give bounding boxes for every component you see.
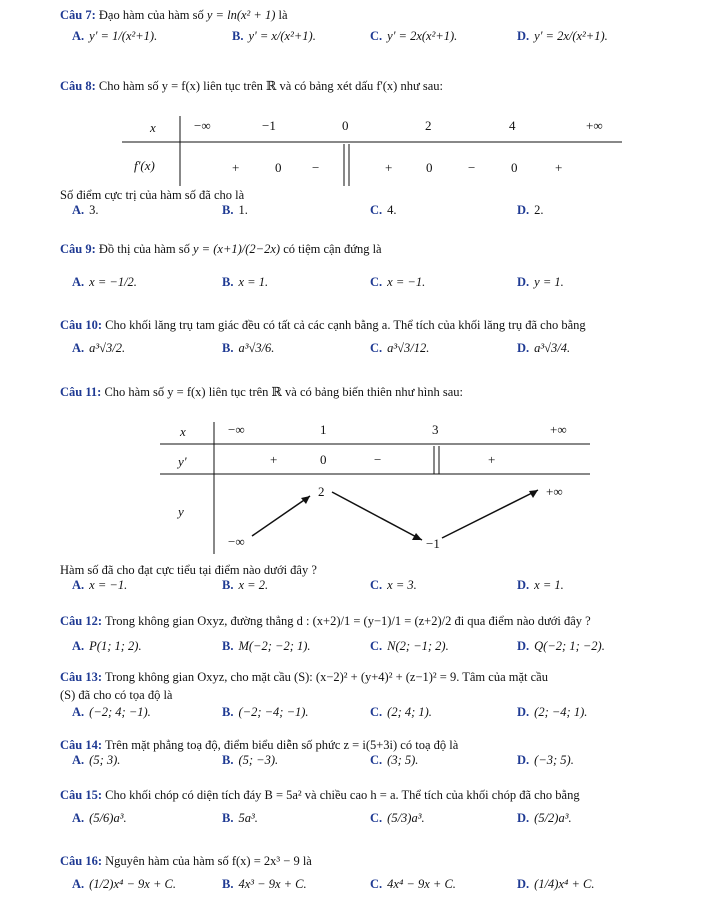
y-value: −∞ (228, 534, 245, 549)
row-label-y: y (178, 504, 184, 519)
option-a[interactable]: A. x = −1. (72, 577, 128, 592)
question-tail: là (278, 8, 288, 22)
sign: − (312, 160, 320, 175)
sign: + (555, 160, 563, 175)
option-a[interactable]: A. y' = 1/(x²+1). (72, 28, 158, 43)
x-value: 4 (509, 118, 516, 133)
option-c[interactable]: C. 4x⁴ − 9x + C. (370, 876, 456, 891)
question-stem: Cho hàm số y = f(x) liên tục trên ℝ và có bảng biến thiên như hình sau: (104, 385, 463, 399)
option-c[interactable]: C. (5/3)a³. (370, 810, 425, 825)
row-label-x: x (180, 424, 186, 439)
y-value: +∞ (546, 484, 563, 499)
option-d[interactable]: D. a³√3/4. (517, 340, 571, 355)
option-c[interactable]: C. x = 3. (370, 577, 417, 592)
option-a[interactable]: A. (1/2)x⁴ − 9x + C. (72, 876, 176, 891)
sign: 0 (275, 160, 282, 175)
question-stem: Đạo hàm của hàm số (98, 8, 204, 22)
row-label-yprime: y' (178, 454, 187, 469)
option-c[interactable]: C. (3; 5). (370, 752, 419, 767)
option-b[interactable]: B. 4x³ − 9x + C. (222, 876, 307, 891)
option-d[interactable]: D. y' = 2x/(x²+1). (517, 28, 608, 43)
option-b[interactable]: B. y' = x/(x²+1). (232, 28, 316, 43)
option-a[interactable]: A. (5; 3). (72, 752, 121, 767)
question-stem: Nguyên hàm của hàm số f(x) = 2x³ − 9 là (105, 854, 312, 868)
question-15 (60, 788, 580, 803)
sign: + (232, 160, 240, 175)
question-11-ask: Hàm số đã cho đạt cực tiểu tại điểm nào dưới đây ? (60, 563, 317, 577)
x-value: −∞ (194, 118, 211, 133)
question-10 (60, 318, 586, 333)
option-a[interactable]: A. (−2; 4; −1). (72, 704, 151, 719)
sign: 0 (320, 452, 327, 467)
arrow-up (442, 490, 538, 538)
option-d[interactable]: D. 2. (517, 202, 544, 217)
option-c[interactable]: C. (2; 4; 1). (370, 704, 432, 719)
option-d[interactable]: D. y = 1. (517, 274, 564, 289)
sign: + (270, 452, 278, 467)
option-a[interactable]: A. P(1; 1; 2). (72, 638, 142, 653)
question-number: Câu 8: (60, 79, 96, 93)
question-12 (60, 614, 591, 629)
row-label-fprime: f'(x) (134, 158, 155, 173)
x-value: +∞ (550, 422, 567, 437)
question-14 (60, 738, 458, 753)
option-d[interactable]: D. (1/4)x⁴ + C. (517, 876, 595, 891)
question-16 (60, 854, 312, 869)
option-b[interactable]: B. (−2; −4; −1). (222, 704, 309, 719)
option-a[interactable]: A. a³√3/2. (72, 340, 126, 355)
question-number: Câu 11: (60, 385, 102, 399)
option-b[interactable]: B. 1. (222, 202, 248, 217)
question-8-ask: Số điểm cực trị của hàm số đã cho là (60, 188, 245, 202)
question-8 (60, 78, 443, 94)
question-stem: Cho khối chóp có diện tích đáy B = 5a² và chiều cao h = a. Thể tích của khối chóp đã cho bằng (105, 788, 580, 802)
sign: 0 (511, 160, 518, 175)
option-c[interactable]: C. x = −1. (370, 274, 426, 289)
question-tail: có tiệm cận đứng là (283, 242, 382, 256)
question-formula: y = ln(x² + 1) (206, 8, 276, 22)
sign: − (468, 160, 476, 175)
question-number: Câu 16: (60, 854, 103, 868)
x-value: −∞ (228, 422, 245, 437)
x-value: 1 (320, 422, 327, 437)
question-13 (60, 670, 548, 685)
question-stem: Trong không gian Oxyz, cho mặt cầu (S): (x−2)² + (y+4)² + (z−1)² = 9. Tâm của mặt cầu (104, 670, 548, 684)
y-value: −1 (426, 536, 440, 551)
question-13-cont: (S) đã cho có tọa độ là (60, 688, 173, 702)
option-b[interactable]: B. 5a³. (222, 810, 258, 825)
question-11 (60, 384, 463, 400)
sign: + (385, 160, 393, 175)
arrow-up (252, 496, 310, 536)
option-b[interactable]: B. (5; −3). (222, 752, 279, 767)
arrow-down (332, 492, 422, 540)
option-b[interactable]: B. M(−2; −2; 1). (222, 638, 311, 653)
option-d[interactable]: D. x = 1. (517, 577, 564, 592)
question-formula: y = (x+1)/(2−2x) (193, 242, 281, 256)
x-value: 0 (342, 118, 349, 133)
option-d[interactable]: D. (5/2)a³. (517, 810, 572, 825)
option-d[interactable]: D. Q(−2; 1; −2). (517, 638, 605, 653)
question-number: Câu 13: (60, 670, 103, 684)
question-number: Câu 15: (60, 788, 103, 802)
sign-table (122, 110, 622, 190)
question-stem: Trên mặt phẳng toạ độ, điểm biểu diễn số phức z = i(5+3i) có toạ độ là (104, 738, 459, 752)
option-d[interactable]: D. (−3; 5). (517, 752, 574, 767)
option-b[interactable]: B. x = 2. (222, 577, 269, 592)
question-stem: Cho khối lăng trụ tam giác đều có tất cả các cạnh bằng a. Thể tích của khối lăng trụ đã cho bằng (105, 318, 586, 332)
question-number: Câu 10: (60, 318, 103, 332)
option-d[interactable]: D. (2; −4; 1). (517, 704, 588, 719)
option-a[interactable]: A. 3. (72, 202, 99, 217)
question-number: Câu 14: (60, 738, 103, 752)
y-value: 2 (318, 484, 325, 499)
option-b[interactable]: B. x = 1. (222, 274, 269, 289)
option-a[interactable]: A. x = −1/2. (72, 274, 137, 289)
x-value: −1 (262, 118, 276, 133)
question-stem: Trong không gian Oxyz, đường thẳng d : (x+2)/1 = (y−1)/1 = (z+2)/2 đi qua điểm nào dưới đây ? (104, 614, 591, 628)
option-b[interactable]: B. a³√3/6. (222, 340, 275, 355)
row-label-x: x (150, 120, 156, 135)
option-c[interactable]: C. y' = 2x(x²+1). (370, 28, 458, 43)
variation-table (160, 418, 590, 558)
sign: + (488, 452, 496, 467)
question-stem: Đồ thị của hàm số (98, 242, 190, 256)
question-9 (60, 242, 382, 257)
question-7 (60, 8, 288, 23)
question-number: Câu 9: (60, 242, 96, 256)
option-a[interactable]: A. (5/6)a³. (72, 810, 127, 825)
question-stem: Cho hàm số y = f(x) liên tục trên ℝ và có bảng xét dấu f'(x) như sau: (98, 79, 443, 93)
question-number: Câu 7: (60, 8, 96, 22)
question-number: Câu 12: (60, 614, 103, 628)
x-value: 3 (432, 422, 439, 437)
option-c[interactable]: C. 4. (370, 202, 397, 217)
x-value: +∞ (586, 118, 603, 133)
sign: 0 (426, 160, 433, 175)
sign: − (374, 452, 382, 467)
x-value: 2 (425, 118, 432, 133)
option-c[interactable]: C. a³√3/12. (370, 340, 430, 355)
option-c[interactable]: C. N(2; −1; 2). (370, 638, 449, 653)
